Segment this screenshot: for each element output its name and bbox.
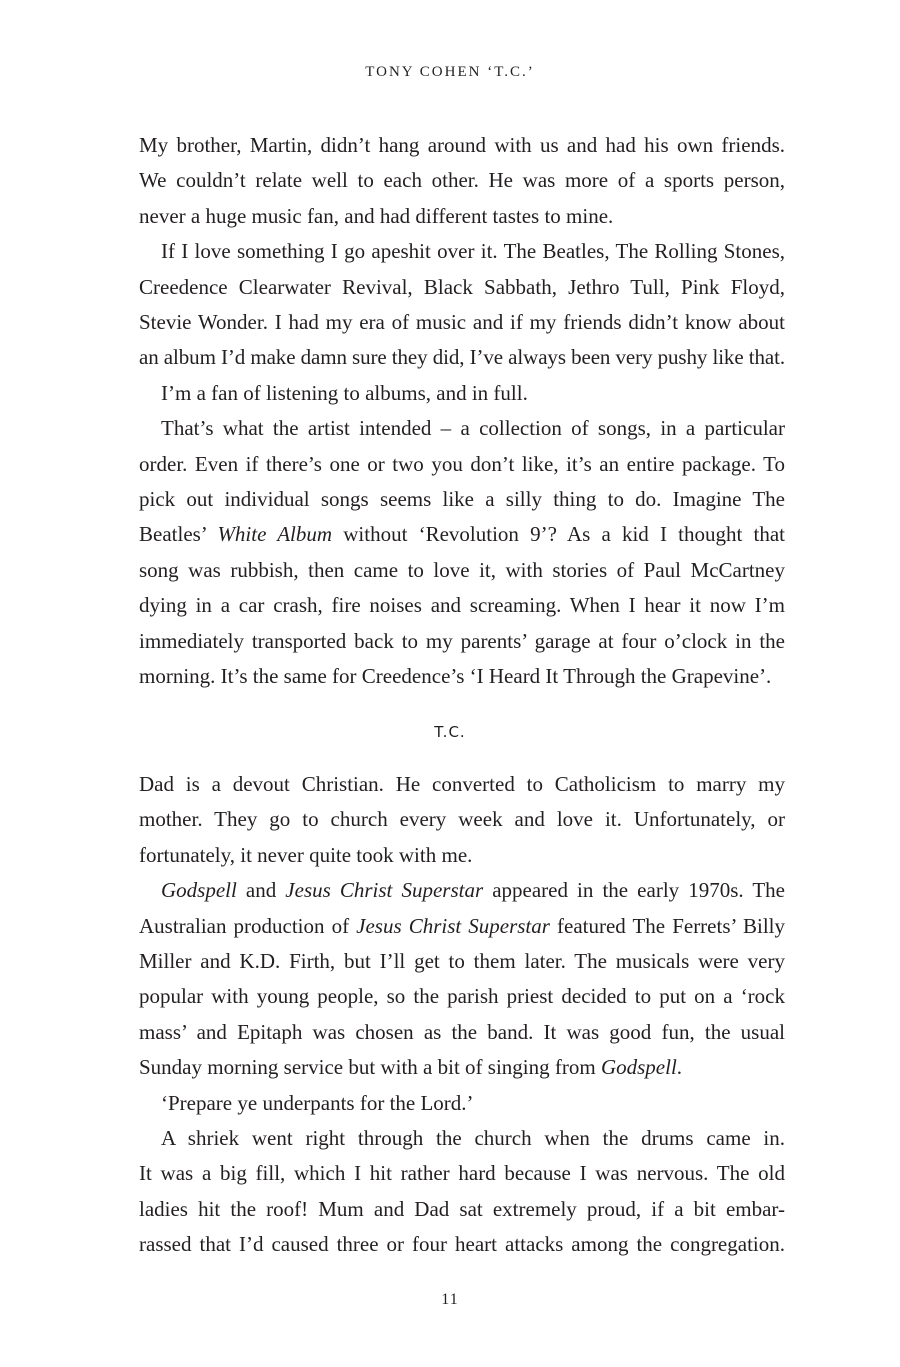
text-line: Stevie Wonder. I had my era of music and if my friends didn’t know about [139, 310, 785, 335]
text-line: If I love something I go apeshit over it. The Beatles, The Rolling Stones, [161, 239, 785, 264]
paragraph-brother [139, 128, 785, 234]
text-line: an album I’d make damn sure they did, I’ve always been very pushy like that. [139, 345, 785, 370]
text-line: mother. They go to church every week and love it. Unfortunately, or [139, 807, 785, 832]
paragraph-albums [139, 376, 785, 411]
text-run: without ‘Revolution 9’? As a kid I thought that [332, 522, 786, 547]
text-run: Beatles’ [139, 522, 218, 547]
musical-title-italic: Jesus Christ Superstar [285, 878, 484, 903]
text-line [139, 909, 785, 944]
text-run: appeared in the early 1970s. The [483, 878, 785, 903]
text-line: order. Even if there’s one or two you don’t like, it’s an entire package. To [139, 451, 785, 476]
text-line: That’s what the artist intended – a collection of songs, in a particular [161, 416, 785, 441]
text-line: never a huge music fan, and had different tastes to mine. [139, 203, 614, 228]
page-number: 11 [441, 1291, 459, 1308]
text-line: A shriek went right through the church when the drums came in. [161, 1126, 785, 1151]
paragraph-artist-intended [139, 411, 785, 694]
text-line: ladies hit the roof! Mum and Dad sat extremely proud, if a bit embar- [139, 1196, 785, 1221]
paragraph-prepare-ye [139, 1086, 785, 1121]
running-head: TONY COHEN ‘T.C.’ [365, 64, 535, 80]
musical-title-italic: Godspell [600, 1055, 677, 1080]
text-line: dying in a car crash, fire noises and screaming. When I hear it now I’m [139, 593, 785, 618]
text-line [139, 873, 785, 908]
text-run: . [676, 1055, 683, 1080]
text-line: Creedence Clearwater Revival, Black Sabbath, Jethro Tull, Pink Floyd, [139, 274, 785, 299]
text-line: We couldn’t relate well to each other. He was more of a sports person, [139, 168, 785, 193]
musical-title-italic: Godspell [161, 878, 237, 903]
text-line: Miller and K.D. Firth, but I’ll get to them later. The musicals were very [139, 949, 785, 974]
text-line: My brother, Martin, didn’t hang around with us and had his own friends. [139, 133, 785, 157]
text-line: song was rubbish, then came to love it, with stories of Paul McCartney [139, 557, 785, 582]
text-line: mass’ and Epitaph was chosen as the band. It was good fun, the usual [139, 1019, 785, 1044]
text-line [139, 517, 785, 552]
paragraph-music-love [139, 234, 785, 376]
text-line: ‘Prepare ye underpants for the Lord.’ [161, 1090, 474, 1115]
body-text-block-1 [139, 128, 785, 695]
musical-title-italic: Jesus Christ Superstar [356, 913, 550, 938]
text-line: pick out individual songs seems like a silly thing to do. Imagine The [139, 487, 785, 512]
text-line: Dad is a devout Christian. He converted to Catholicism to marry my [139, 772, 785, 796]
text-line [139, 1050, 785, 1085]
body-text-block-2 [139, 767, 785, 1263]
section-break: T.C. [434, 723, 466, 741]
text-line: I’m a fan of listening to albums, and in full. [161, 380, 528, 405]
text-run: Sunday morning service but with a bit of singing from [139, 1055, 601, 1080]
text-run: and [236, 878, 286, 903]
paragraph-godspell [139, 873, 785, 1085]
album-title-italic: White Album [217, 522, 333, 547]
text-line: fortunately, it never quite took with me. [139, 842, 473, 867]
text-run: featured The Ferrets’ Billy [549, 913, 786, 938]
paragraph-dad-christian [139, 767, 785, 873]
text-line: It was a big fill, which I hit rather hard because I was nervous. The old [139, 1161, 785, 1186]
text-line: rassed that I’d caused three or four heart attacks among the congregation. [139, 1232, 785, 1257]
paragraph-shriek [139, 1121, 785, 1263]
text-line: popular with young people, so the parish priest decided to put on a ‘rock [139, 984, 785, 1009]
text-line: morning. It’s the same for Creedence’s ‘I Heard It Through the Grapevine’. [139, 664, 772, 689]
text-run: Australian production of [139, 913, 357, 938]
text-line: immediately transported back to my parents’ garage at four o’clock in the [139, 628, 785, 653]
